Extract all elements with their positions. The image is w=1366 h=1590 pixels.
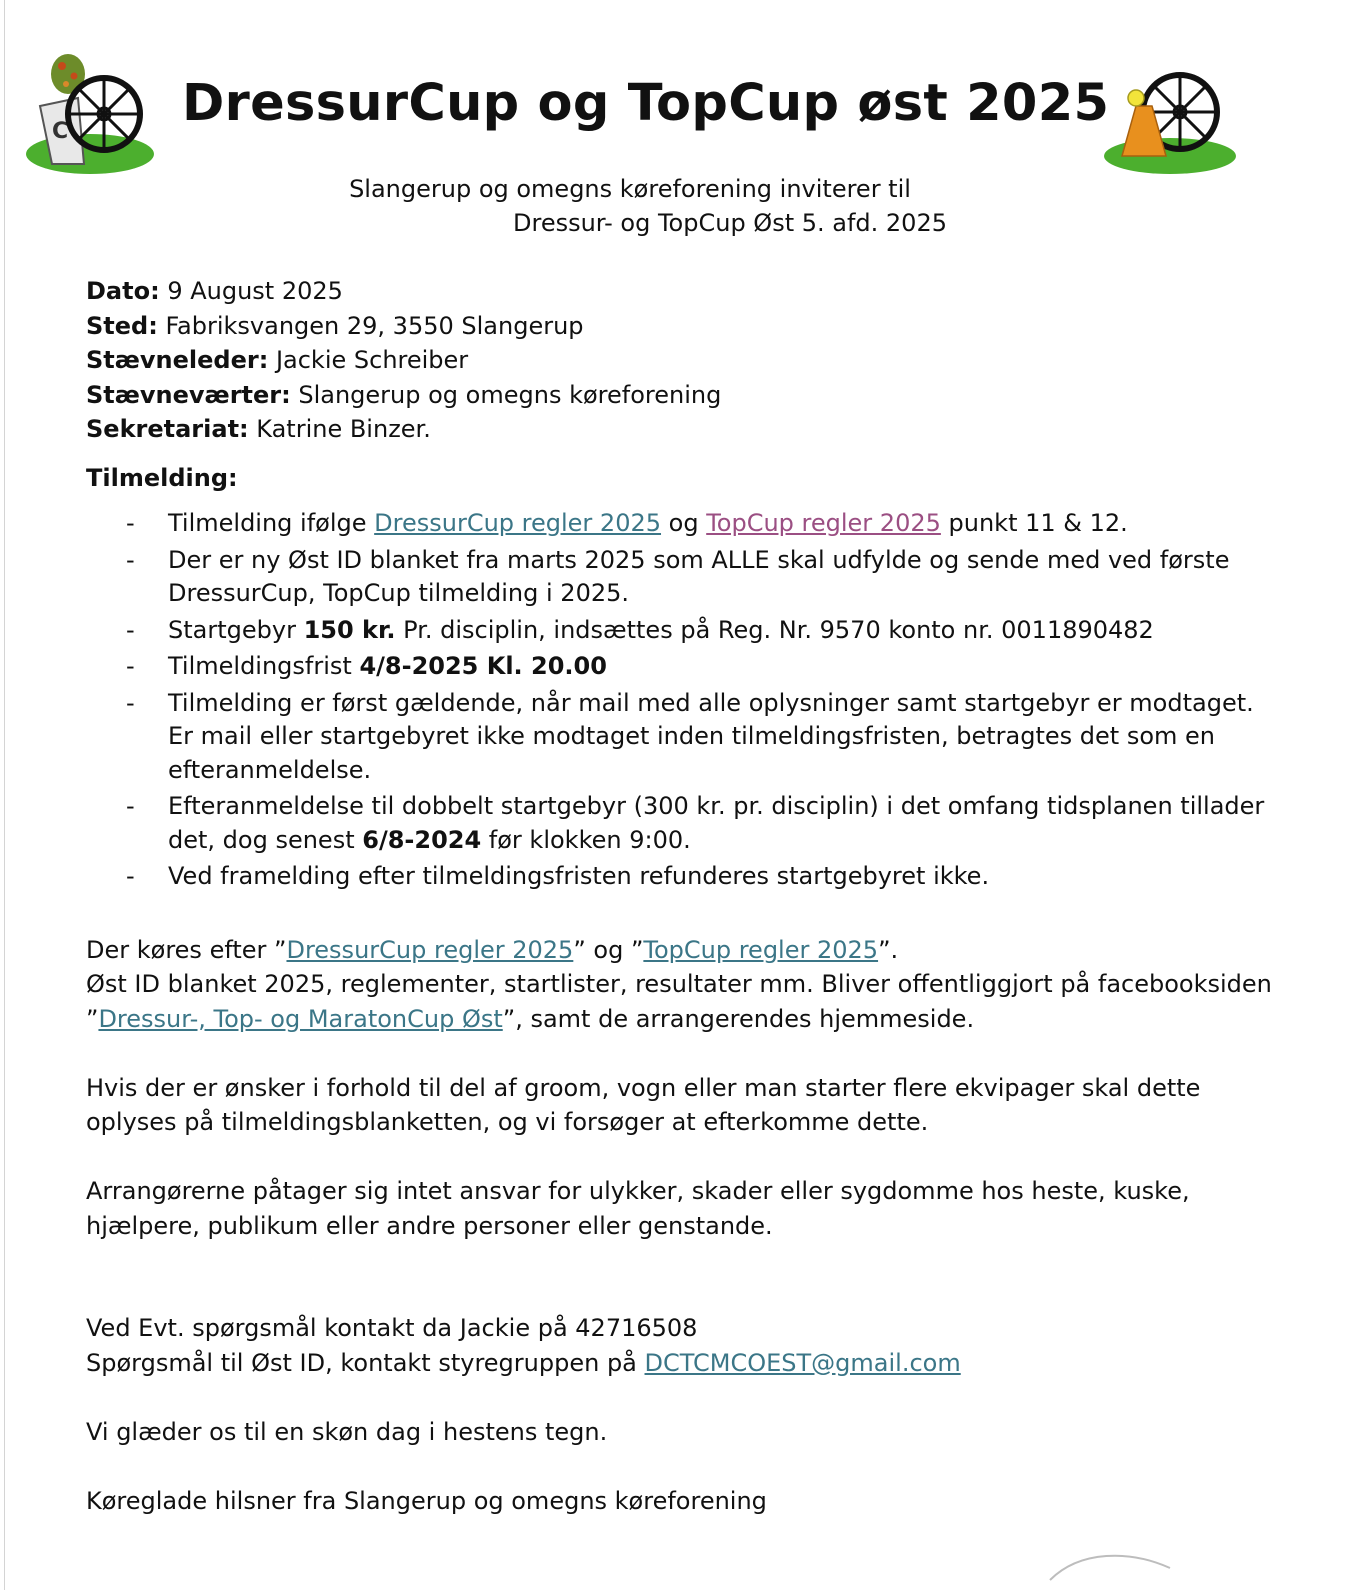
document-header bbox=[0, 40, 1366, 180]
list-item: - Tilmeldingsfrist 4/8-2025 Kl. 20.00 bbox=[126, 652, 607, 680]
liability-paragraph: Arrangørerne påtager sig intet ansvar for ulykker, skader eller sygdomme hos heste, kuske, hjælpere, publikum eller andre personer eller genstande. bbox=[86, 1177, 1190, 1240]
document-body bbox=[86, 274, 1276, 1518]
facebook-page-link[interactable]: Dressur-, Top- og MaratonCup Øst bbox=[98, 1004, 503, 1033]
decorative-swirl-icon bbox=[1040, 1550, 1200, 1590]
list-item: - Ved framelding efter tilmeldingsfristen refunderes startgebyret ikke. bbox=[126, 862, 990, 890]
wheel-with-hay-cone-icon bbox=[24, 46, 164, 176]
topcup-rules-link[interactable]: TopCup regler 2025 bbox=[706, 509, 941, 537]
invitation-line-2: Dressur- og TopCup Øst 5. afd. 2025 bbox=[513, 209, 947, 237]
info-place: Sted: Fabriksvangen 29, 3550 Slangerup bbox=[86, 311, 584, 340]
list-item: - Der er ny Øst ID blanket fra marts 2025 som ALLE skal udfylde og sende med ved første DressurCup, TopCup tilmelding i 2025. bbox=[126, 545, 1230, 607]
greeting-line: Køreglade hilsner fra Slangerup og omegns køreforening bbox=[86, 1486, 767, 1515]
contact-paragraph: Ved Evt. spørgsmål kontakt da Jackie på 42716508 Spørgsmål til Øst ID, kontakt styregruppen på DCTCMCOEST@gmail.com bbox=[86, 1314, 961, 1377]
info-date: Dato: 9 August 2025 bbox=[86, 277, 343, 305]
invitation-text bbox=[0, 172, 1260, 240]
registration-list bbox=[86, 507, 1276, 894]
closing-line: Vi glæder os til en skøn dag i hestens tegn. bbox=[86, 1417, 608, 1446]
list-item: - Tilmelding er først gældende, når mail med alle oplysninger samt startgebyr er modtaget. Er mail eller startgebyret ikke modtaget inden tilmeldingsfristen, betragtes det som en efteranmeldelse. bbox=[126, 688, 1254, 784]
rules-paragraph: Der køres efter ”DressurCup regler 2025” og ”TopCup regler 2025”. Øst ID blanket 2025, reglementer, startlister, resultater mm. Bliver offentliggjort på facebooksiden ”Dressur-, Top- og MaratonCup Øst”, samt de arrangerendes hjemmeside. bbox=[86, 935, 1272, 1033]
invitation-line-1: Slangerup og omegns køreforening inviterer til bbox=[349, 175, 911, 203]
dressurcup-rules-link[interactable]: DressurCup regler 2025 bbox=[374, 509, 662, 537]
wheel-with-orange-cone-icon bbox=[1100, 50, 1240, 180]
dressurcup-rules-link-2[interactable]: DressurCup regler 2025 bbox=[286, 935, 574, 964]
info-leader: Stævneleder: Jackie Schreiber bbox=[86, 346, 469, 374]
list-item: - Efteranmeldelse til dobbelt startgebyr (300 kr. pr. disciplin) i det omfang tidsplanen tillader det, dog senest 6/8-2024 før klokken 9:00. bbox=[126, 792, 1265, 854]
groom-paragraph: Hvis der er ønsker i forhold til del af groom, vogn eller man starter flere ekvipager skal dette oplyses på tilmeldingsblanketten, og vi forsøger at efterkomme dette. bbox=[86, 1073, 1201, 1136]
list-item: - Tilmelding ifølge DressurCup regler 2025 og TopCup regler 2025 punkt 11 & 12. bbox=[126, 509, 1128, 537]
registration-heading: Tilmelding: bbox=[86, 463, 238, 492]
document-title: DressurCup og TopCup øst 2025 bbox=[182, 74, 1110, 133]
info-host: Stævneværter: Slangerup og omegns køreforening bbox=[86, 380, 722, 409]
topcup-rules-link-2[interactable]: TopCup regler 2025 bbox=[643, 935, 879, 964]
email-link[interactable]: DCTCMCOEST@gmail.com bbox=[644, 1348, 961, 1377]
svg-text:C: C bbox=[52, 119, 69, 144]
list-item: - Startgebyr 150 kr. Pr. disciplin, indsættes på Reg. Nr. 9570 konto nr. 0011890482 bbox=[126, 615, 1154, 644]
info-secretariat: Sekretariat: Katrine Binzer. bbox=[86, 415, 431, 443]
